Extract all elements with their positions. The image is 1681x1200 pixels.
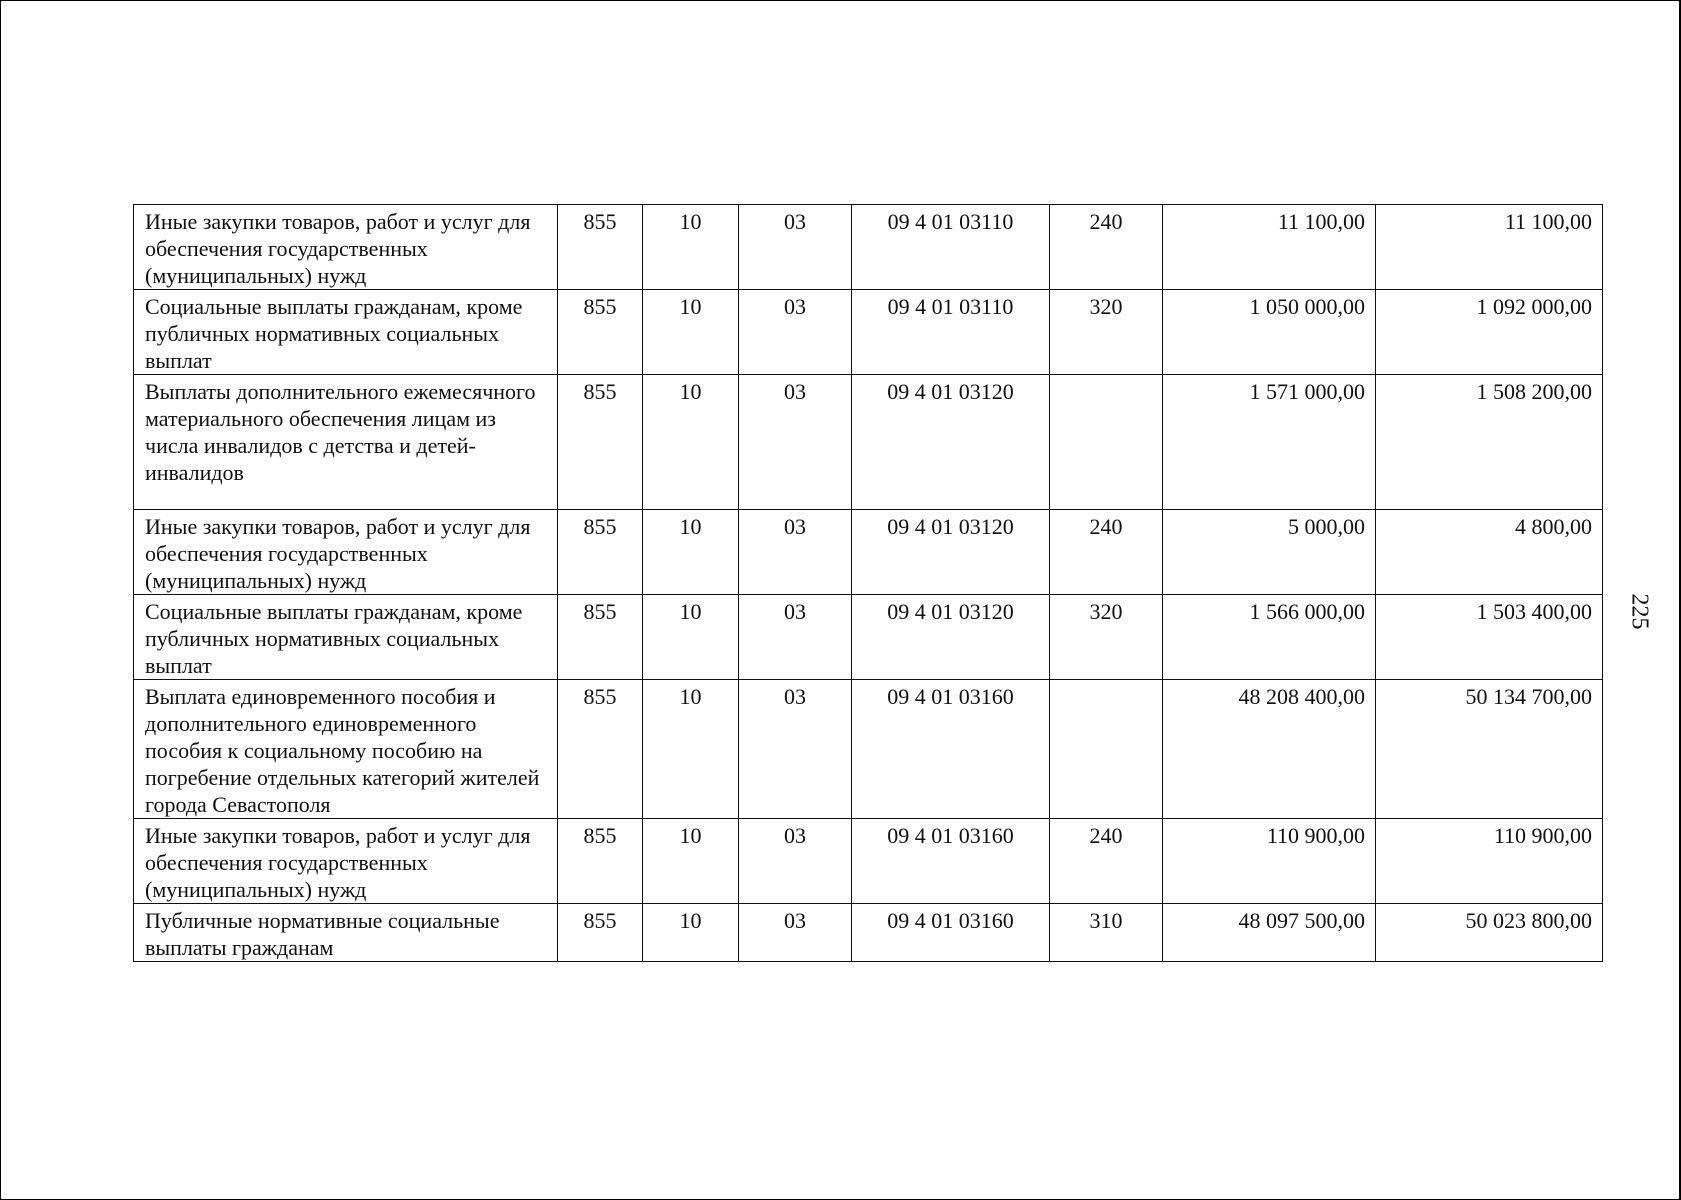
amount-year1-cell: 1 566 000,00 — [1163, 595, 1376, 680]
subsection-code-cell: 03 — [739, 205, 852, 290]
department-code-cell: 855 — [558, 375, 643, 510]
department-code-cell: 855 — [558, 205, 643, 290]
table-row — [134, 375, 1603, 510]
subsection-code-cell: 03 — [739, 904, 852, 962]
expense-type-code-cell: 320 — [1050, 595, 1163, 680]
expense-name-cell: Иные закупки товаров, работ и услуг для обеспечения государственных (муниципальных) нужд — [134, 819, 558, 904]
target-article-code-cell: 09 4 01 03110 — [852, 205, 1050, 290]
department-code-cell: 855 — [558, 510, 643, 595]
subsection-code-cell: 03 — [739, 680, 852, 819]
expense-name-cell: Социальные выплаты гражданам, кроме публичных нормативных социальных выплат — [134, 595, 558, 680]
expense-type-code-cell: 310 — [1050, 904, 1163, 962]
table-row — [134, 290, 1603, 375]
department-code-cell: 855 — [558, 595, 643, 680]
budget-table — [133, 204, 1603, 962]
target-article-code-cell: 09 4 01 03120 — [852, 595, 1050, 680]
amount-year1-cell: 1 050 000,00 — [1163, 290, 1376, 375]
expense-name-cell: Выплата единовременного пособия и дополнительного единовременного пособия к социальному пособию на погребение отдельных категорий жителей города Севастополя — [134, 680, 558, 819]
amount-year2-cell: 4 800,00 — [1376, 510, 1603, 595]
section-code-cell: 10 — [643, 680, 739, 819]
amount-year2-cell: 1 092 000,00 — [1376, 290, 1603, 375]
subsection-code-cell: 03 — [739, 290, 852, 375]
expense-name-cell: Иные закупки товаров, работ и услуг для обеспечения государственных (муниципальных) нужд — [134, 205, 558, 290]
department-code-cell: 855 — [558, 904, 643, 962]
target-article-code-cell: 09 4 01 03160 — [852, 819, 1050, 904]
section-code-cell: 10 — [643, 904, 739, 962]
amount-year1-cell: 1 571 000,00 — [1163, 375, 1376, 510]
section-code-cell: 10 — [643, 510, 739, 595]
expense-type-code-cell — [1050, 375, 1163, 510]
target-article-code-cell: 09 4 01 03120 — [852, 375, 1050, 510]
target-article-code-cell: 09 4 01 03110 — [852, 290, 1050, 375]
subsection-code-cell: 03 — [739, 510, 852, 595]
expense-name-cell: Иные закупки товаров, работ и услуг для обеспечения государственных (муниципальных) нужд — [134, 510, 558, 595]
amount-year2-cell: 11 100,00 — [1376, 205, 1603, 290]
amount-year1-cell: 110 900,00 — [1163, 819, 1376, 904]
subsection-code-cell: 03 — [739, 595, 852, 680]
table-row — [134, 510, 1603, 595]
page-border-left — [0, 0, 1, 1200]
amount-year1-cell: 11 100,00 — [1163, 205, 1376, 290]
department-code-cell: 855 — [558, 680, 643, 819]
section-code-cell: 10 — [643, 375, 739, 510]
expense-type-code-cell: 240 — [1050, 819, 1163, 904]
expense-name-cell: Социальные выплаты гражданам, кроме публичных нормативных социальных выплат — [134, 290, 558, 375]
table-row — [134, 205, 1603, 290]
table-row — [134, 819, 1603, 904]
department-code-cell: 855 — [558, 290, 643, 375]
expense-type-code-cell: 240 — [1050, 205, 1163, 290]
amount-year2-cell: 50 023 800,00 — [1376, 904, 1603, 962]
section-code-cell: 10 — [643, 595, 739, 680]
amount-year2-cell: 1 503 400,00 — [1376, 595, 1603, 680]
page-border-top — [0, 0, 1681, 1]
target-article-code-cell: 09 4 01 03120 — [852, 510, 1050, 595]
amount-year1-cell: 48 208 400,00 — [1163, 680, 1376, 819]
page-number: 225 — [1626, 593, 1653, 630]
expense-type-code-cell: 320 — [1050, 290, 1163, 375]
amount-year2-cell: 110 900,00 — [1376, 819, 1603, 904]
target-article-code-cell: 09 4 01 03160 — [852, 680, 1050, 819]
subsection-code-cell: 03 — [739, 819, 852, 904]
amount-year2-cell: 50 134 700,00 — [1376, 680, 1603, 819]
amount-year1-cell: 5 000,00 — [1163, 510, 1376, 595]
expense-type-code-cell: 240 — [1050, 510, 1163, 595]
amount-year2-cell: 1 508 200,00 — [1376, 375, 1603, 510]
expense-name-cell: Публичные нормативные социальные выплаты гражданам — [134, 904, 558, 962]
amount-year1-cell: 48 097 500,00 — [1163, 904, 1376, 962]
section-code-cell: 10 — [643, 205, 739, 290]
section-code-cell: 10 — [643, 290, 739, 375]
table-row — [134, 595, 1603, 680]
department-code-cell: 855 — [558, 819, 643, 904]
table-row — [134, 904, 1603, 962]
expense-name-cell: Выплаты дополнительного ежемесячного материального обеспечения лицам из числа инвалидов с детства и детей-инвалидов — [134, 375, 558, 510]
subsection-code-cell: 03 — [739, 375, 852, 510]
budget-table-body — [134, 205, 1603, 962]
target-article-code-cell: 09 4 01 03160 — [852, 904, 1050, 962]
expense-type-code-cell — [1050, 680, 1163, 819]
table-row — [134, 680, 1603, 819]
section-code-cell: 10 — [643, 819, 739, 904]
